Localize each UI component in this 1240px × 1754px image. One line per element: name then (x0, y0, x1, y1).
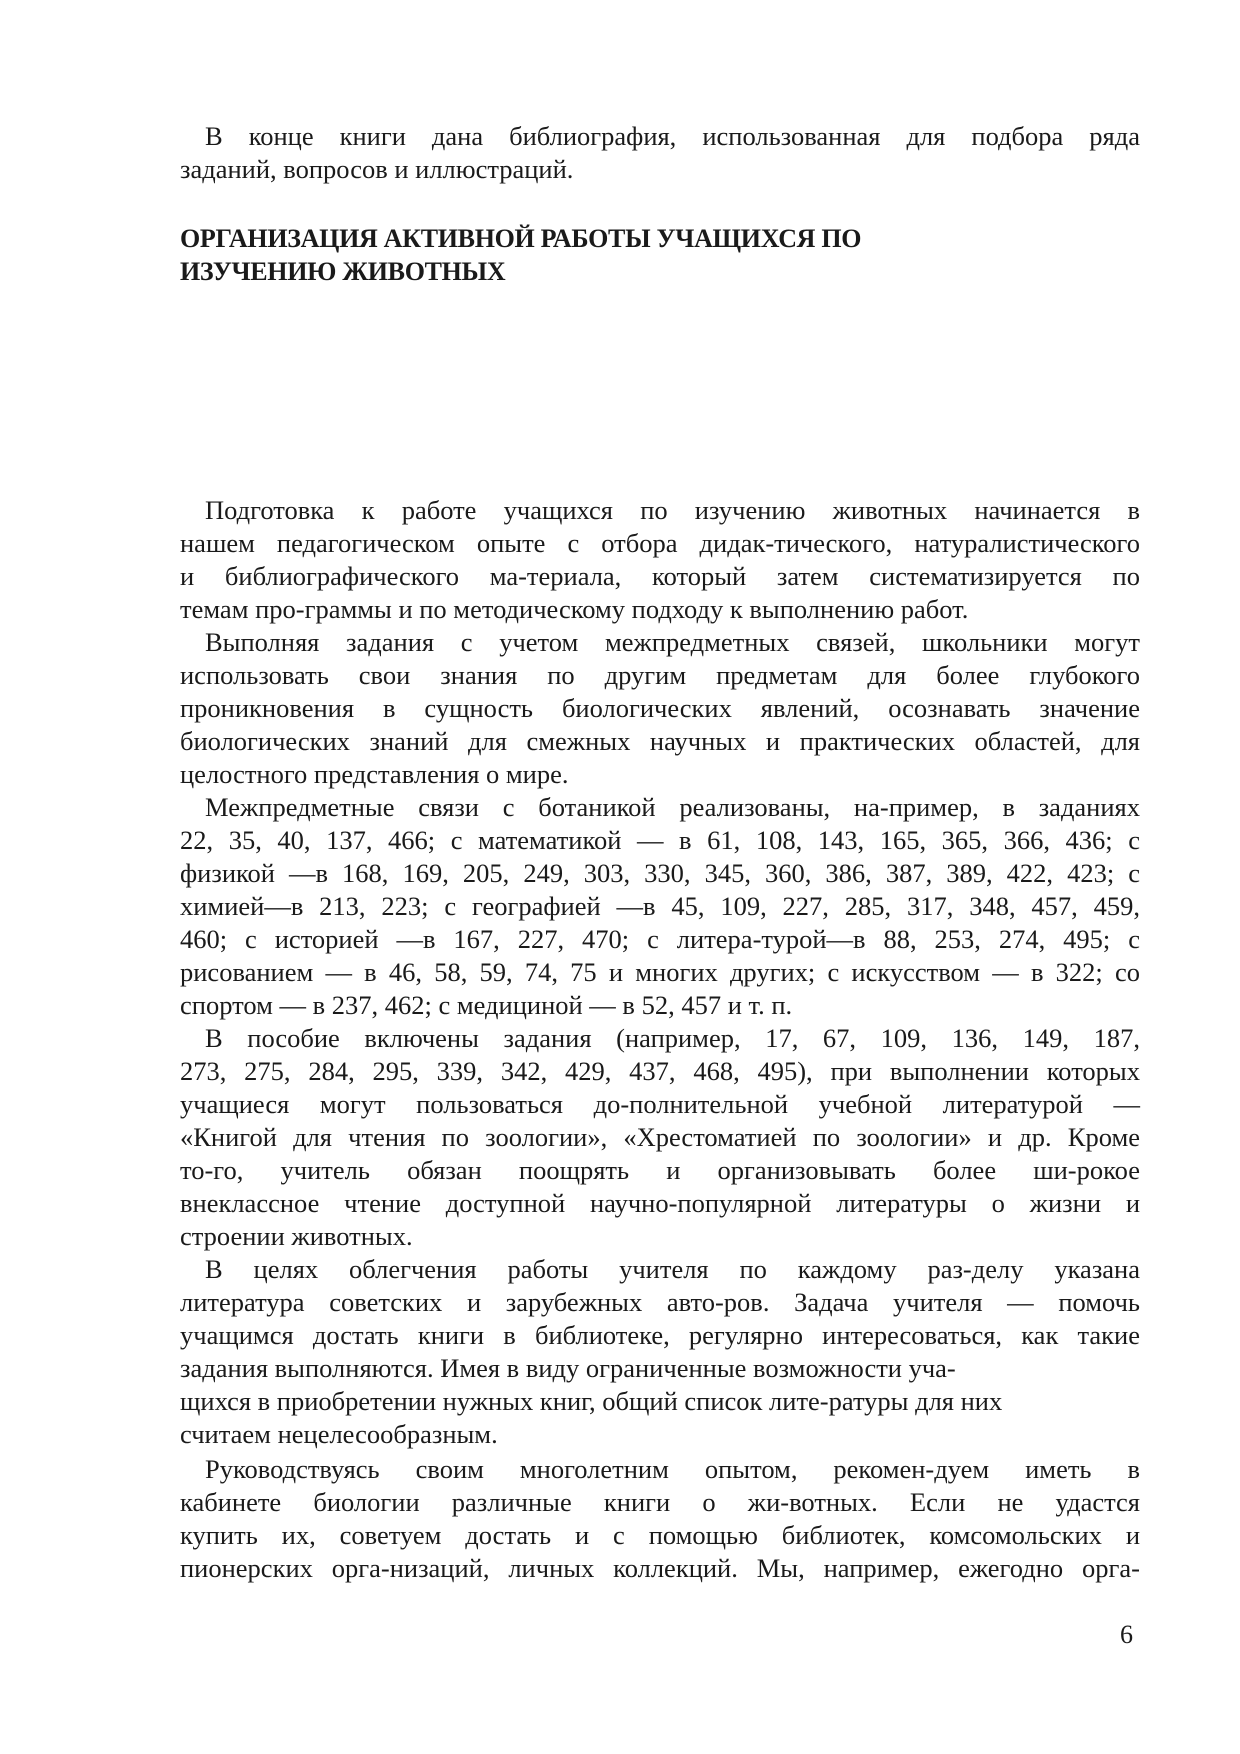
body-line: рисованием — в 46, 58, 59, 74, 75 и многих других; с искусством — в 322; со (180, 957, 1140, 987)
body-line: химией—в 213, 223; с географией —в 45, 109, 227, 285, 317, 348, 457, 459, (180, 891, 1140, 921)
body-line: кабинете биологии различные книги о жи-вотных. Если не удастся (180, 1487, 1140, 1517)
body-line: купить их, советуем достать и с помощью библиотек, комсомольских и (180, 1520, 1140, 1550)
body-line: использовать свои знания по другим предметам для более глубокого (180, 660, 1140, 690)
intro-line: В конце книги дана библиография, использованная для подбора ряда (205, 121, 1140, 151)
body-line: 273, 275, 284, 295, 339, 342, 429, 437, 468, 495), при выполнении которых (180, 1056, 1140, 1086)
body-line: задания выполняются. Имея в виду ограниченные возможности уча- (180, 1353, 956, 1383)
body-line: то-го, учитель обязан поощрять и организовывать более ши-рокое (180, 1155, 1140, 1185)
page-number: 6 (1120, 1620, 1133, 1649)
body-line: 460; с историей —в 167, 227, 470; с литера-турой—в 88, 253, 274, 495; с (180, 924, 1140, 954)
section-heading: ИЗУЧЕНИЮ ЖИВОТНЫХ (180, 257, 506, 286)
body-line: В целях облегчения работы учителя по каждому раз-делу указана (205, 1254, 1140, 1284)
body-line: Подготовка к работе учащихся по изучению животных начинается в (205, 495, 1140, 525)
body-line: учащимся достать книги в библиотеке, регулярно интересоваться, как такие (180, 1320, 1140, 1350)
body-line: «Книгой для чтения по зоологии», «Хрестоматией по зоологии» и др. Кроме (180, 1122, 1140, 1152)
body-line: целостного представления о мире. (180, 759, 569, 789)
body-line: 22, 35, 40, 137, 466; с математикой — в 61, 108, 143, 165, 365, 366, 436; с (180, 825, 1140, 855)
body-line: темам про-граммы и по методическому подходу к выполнению работ. (180, 594, 969, 624)
body-line: строении животных. (180, 1221, 413, 1251)
body-line: спортом — в 237, 462; с медициной — в 52, 457 и т. п. (180, 990, 793, 1020)
body-line: проникновения в сущность биологических явлений, осознавать значение (180, 693, 1140, 723)
body-line: считаем нецелесообразным. (180, 1419, 498, 1449)
body-line: внеклассное чтение доступной научно-популярной литературы о жизни и (180, 1188, 1140, 1218)
body-line: биологических знаний для смежных научных и практических областей, для (180, 726, 1140, 756)
body-line: пионерских орга-низаций, личных коллекций. Мы, например, ежегодно орга- (180, 1553, 1140, 1583)
body-line: Межпредметные связи с ботаникой реализованы, на-пример, в заданиях (205, 792, 1140, 822)
body-line: литература советских и зарубежных авто-ров. Задача учителя — помочь (180, 1287, 1140, 1317)
body-line: В пособие включены задания (например, 17, 67, 109, 136, 149, 187, (205, 1023, 1140, 1053)
body-line: щихся в приобретении нужных книг, общий список лите-ратуры для них (180, 1386, 1003, 1416)
body-line: учащиеся могут пользоваться до-полнительной учебной литературой — (180, 1089, 1140, 1119)
body-line: и библиографического ма-териала, который затем систематизируется по (180, 561, 1140, 591)
section-heading: ОРГАНИЗАЦИЯ АКТИВНОЙ РАБОТЫ УЧАЩИХСЯ ПО (180, 224, 862, 253)
intro-line: заданий, вопросов и иллюстраций. (180, 154, 574, 184)
body-line: Руководствуясь своим многолетним опытом, рекомен-дуем иметь в (205, 1454, 1140, 1484)
body-line: нашем педагогическом опыте с отбора дидак-тического, натуралистического (180, 528, 1140, 558)
body-line: физикой —в 168, 169, 205, 249, 303, 330, 345, 360, 386, 387, 389, 422, 423; с (180, 858, 1140, 888)
body-line: Выполняя задания с учетом межпредметных связей, школьники могут (205, 627, 1140, 657)
